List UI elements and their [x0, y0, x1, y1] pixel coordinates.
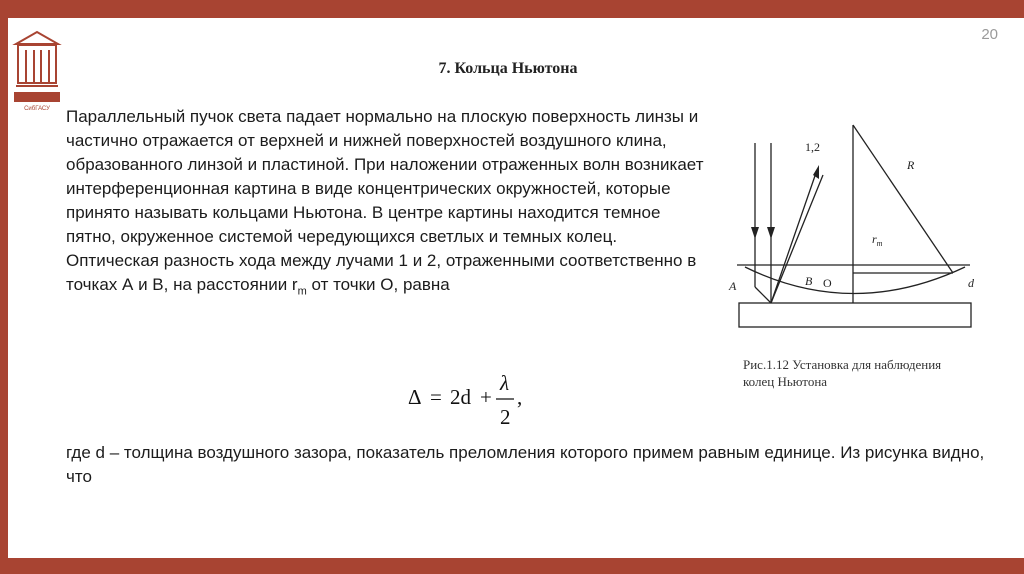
slide-title-text: 7. Кольца Ньютона — [438, 60, 578, 77]
svg-text:СибГАСУ: СибГАСУ — [24, 106, 50, 112]
arrow-down-icon — [767, 227, 775, 239]
formula-2d: 2d — [450, 385, 471, 409]
ray-path-a — [755, 287, 771, 303]
bottom-accent-bar — [0, 558, 1024, 574]
label-rm: $r_m$ — [872, 232, 883, 248]
paragraph-path-difference-start: Оптическая разность хода между лучами 1 и 2, отраженными соответственно в точках А и В, на расстоянии r — [66, 251, 697, 294]
body-text — [66, 105, 706, 303]
left-accent-stripe — [0, 18, 8, 558]
arrow-up-icon — [813, 165, 819, 179]
label-rays: 1,2 — [805, 140, 820, 154]
formula-equals: = — [430, 385, 442, 409]
glass-plate — [739, 303, 971, 327]
label-a: A — [729, 279, 737, 293]
label-b: B — [805, 274, 813, 288]
radius-line — [853, 125, 953, 273]
arrow-down-icon — [751, 227, 759, 239]
formula-lambda: λ — [500, 371, 510, 395]
path-difference-formula — [404, 370, 544, 434]
page-number: 20 — [981, 26, 998, 43]
paragraph-path-difference — [66, 249, 706, 303]
rm-subscript: m — [297, 285, 307, 298]
formula-denominator: 2 — [500, 405, 511, 429]
top-accent-bar — [0, 0, 1024, 18]
slide-title — [0, 60, 1024, 78]
label-radius: R — [907, 158, 915, 172]
paragraph-description: Параллельный пучок света падает нормально на плоскую поверхность линзы и частично отражается от верхней и нижней поверхностей воздушного клина, образованного линзой и пластиной. При наложении отраженных волн возникает интерференционная картина в виде концентрических окружностей, которые принято называть кольцами Ньютона. В центре картины находится темное пятно, окруженное системой чередующихся светлых и темных колец. — [66, 107, 704, 246]
paragraph-conclusion: где d – толщина воздушного зазора, показатель преломления которого примем равным единице. Из рисунка видно, что — [66, 443, 985, 486]
formula-plus: + — [480, 385, 492, 409]
label-d: d — [968, 276, 974, 290]
label-o: O — [823, 276, 832, 290]
figure-caption: Рис.1.12 Установка для наблюдения колец Ньютона — [743, 357, 942, 389]
formula-delta: Δ — [408, 385, 422, 409]
lens-curved-surface — [745, 267, 965, 294]
formula-comma: , — [517, 385, 523, 409]
reflected-ray-2 — [771, 175, 823, 303]
paragraph-path-difference-end: от точки О, равна — [306, 275, 450, 294]
newton-rings-diagram — [725, 115, 985, 345]
